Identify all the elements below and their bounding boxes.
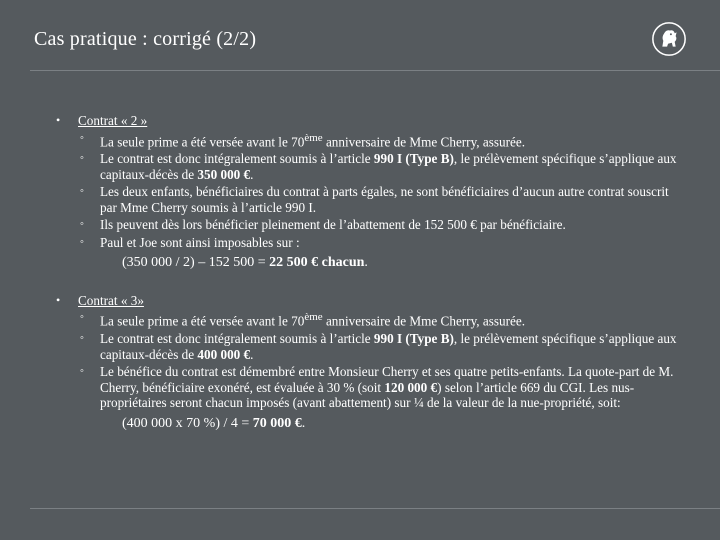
list-item: ◦ La seule prime a été versée avant le 70ème anniversaire de Mme Cherry, assurée. [80, 131, 526, 149]
list-item: ◦ Paul et Joe sont ainsi imposables sur : [80, 234, 300, 250]
sub-bullet-icon: ◦ [80, 311, 84, 324]
sub-bullet-icon: ◦ [80, 185, 84, 198]
list-item: ◦ Ils peuvent dès lors bénéficier pleinement de l’abattement de 152 500 € par bénéficiaire. [80, 217, 566, 233]
contract-3-block [52, 293, 682, 431]
slide-body [52, 113, 682, 431]
contract-3-calculation: (400 000 x 70 %) / 4 = 70 000 €. [122, 415, 306, 431]
contract-2-block [52, 113, 682, 271]
footer-divider [30, 508, 720, 509]
list-item: ◦ Le contrat est donc intégralement soumis à l’article 990 I (Type B), le prélèvement spécifique s’applique aux capitaux-décès de 350 000 €. [80, 151, 677, 182]
sub-bullet-icon: ◦ [80, 235, 84, 248]
sub-bullet-icon: ◦ [80, 218, 84, 231]
sub-bullet-icon: ◦ [80, 365, 84, 378]
list-item: ◦ Le bénéfice du contrat est démembré entre Monsieur Cherry et ses quatre petits-enfants. La quote-part de M. Cherry, bénéficiaire exonéré, est évaluée à 30 % (soit 120 000 €) selon l’article 669 du CGI. Les nus-propriétaires seront chacun imposés (avant abattement) sur ¼ de la valeur de la nue-propriété, soit: [80, 364, 674, 411]
sub-bullet-icon: ◦ [80, 131, 84, 144]
contract-3-heading: Contrat « 3» [78, 292, 144, 308]
sub-bullet-icon: ◦ [80, 152, 84, 165]
list-item: ◦ La seule prime a été versée avant le 70ème anniversaire de Mme Cherry, assurée. [80, 311, 526, 329]
bullet-icon: • [56, 292, 61, 307]
page-title: Cas pratique : corrigé (2/2) [34, 28, 257, 50]
bullet-icon: • [56, 113, 61, 127]
lion-crest-icon [650, 20, 688, 58]
contract-2-list [78, 131, 682, 251]
list-item: ◦ Le contrat est donc intégralement soumis à l’article 990 I (Type B), le prélèvement spécifique s’applique aux capitaux-décès de 400 000 €. [80, 331, 677, 362]
list-item: ◦ Les deux enfants, bénéficiaires du contrat à parts égales, ne sont bénéficiaires d’aucun autre contrat souscrit par Mme Cherry soumis à l’article 990 I. [80, 184, 669, 215]
sub-bullet-icon: ◦ [80, 332, 84, 345]
header-divider [30, 70, 720, 71]
contract-2-calculation: (350 000 / 2) – 152 500 = 22 500 € chacun. [122, 255, 368, 271]
contract-3-list [78, 310, 682, 410]
contract-2-heading: Contrat « 2 » [78, 113, 148, 128]
